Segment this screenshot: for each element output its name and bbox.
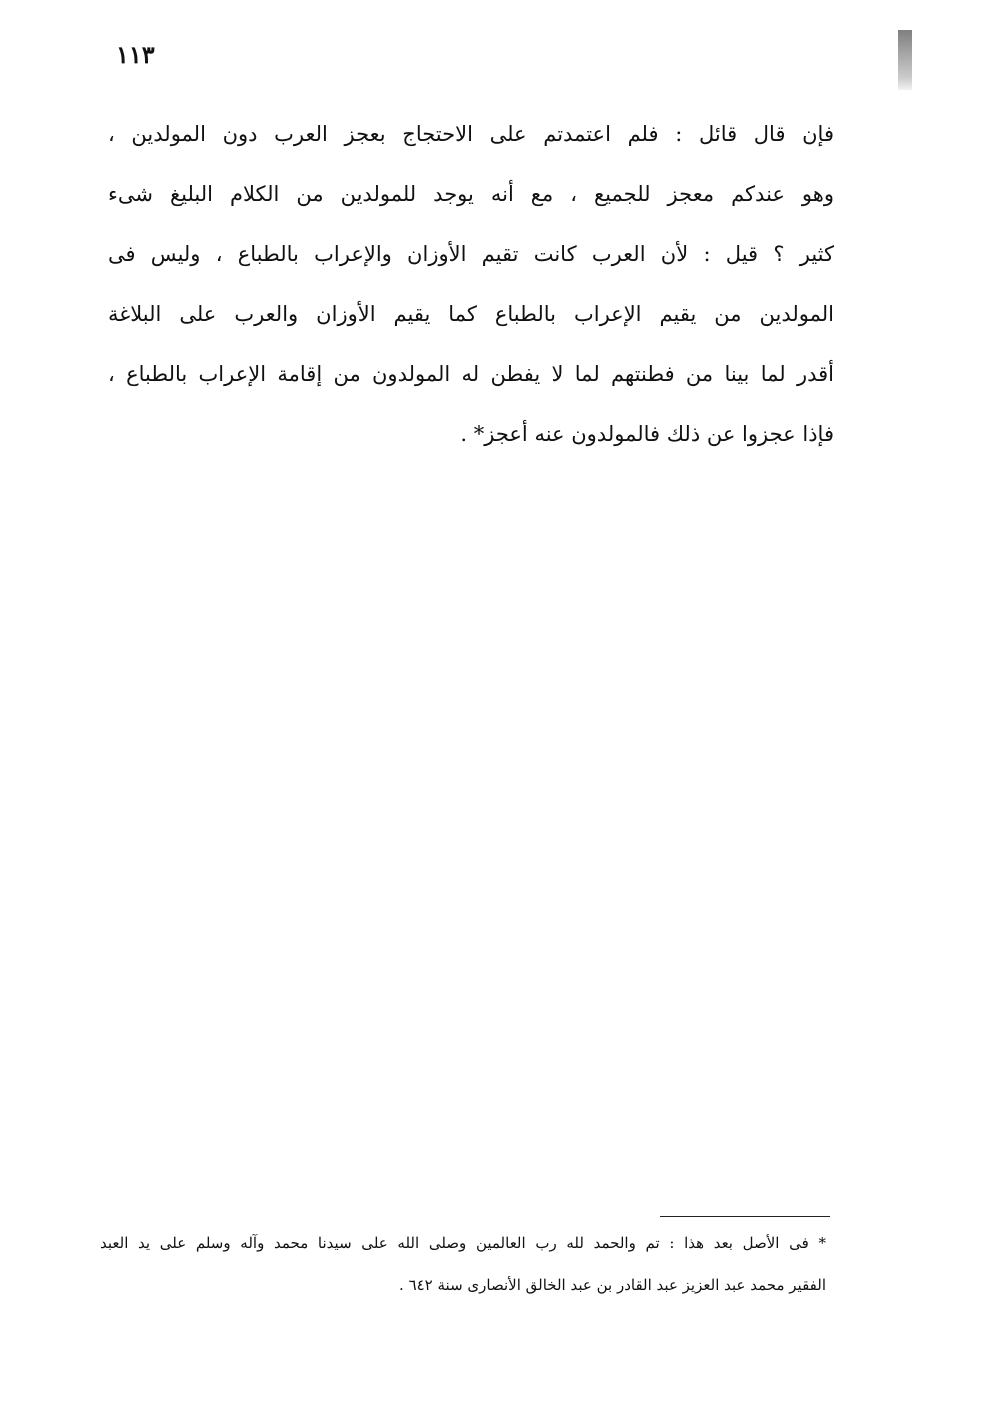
footnote [100, 1222, 826, 1306]
body-line: فإن قال قائل : فلم اعتمدتم على الاحتجاج بعجز العرب دون المولدين ، [108, 122, 834, 146]
footnote-divider [660, 1216, 830, 1217]
body-line: وهو عندكم معجز للجميع ، مع أنه يوجد للمولدين من الكلام البليغ شىء [108, 182, 834, 206]
body-text [108, 104, 834, 464]
page-number: ١١٣ [116, 40, 155, 69]
body-line: كثير ؟ قيل : لأن العرب كانت تقيم الأوزان والإعراب بالطباع ، وليس فى [108, 242, 834, 266]
footnote-line: * فى الأصل بعد هذا : تم والحمد لله رب العالمين وصلى الله على سيدنا محمد وآله وسلم على يد العبد [100, 1234, 826, 1252]
footnote-line: الفقير محمد عبد العزيز عبد القادر بن عبد الخالق الأنصارى سنة ٦٤٢ . [399, 1276, 826, 1294]
scan-artifact [898, 30, 912, 90]
body-line: المولدين من يقيم الإعراب بالطباع كما يقيم الأوزان والعرب على البلاغة [108, 302, 834, 326]
body-line: أقدر لما بينا من فطنتهم لما لا يفطن له المولدون من إقامة الإعراب بالطباع ، [108, 362, 834, 386]
body-line: فإذا عجزوا عن ذلك فالمولدون عنه أعجز* . [460, 422, 834, 446]
